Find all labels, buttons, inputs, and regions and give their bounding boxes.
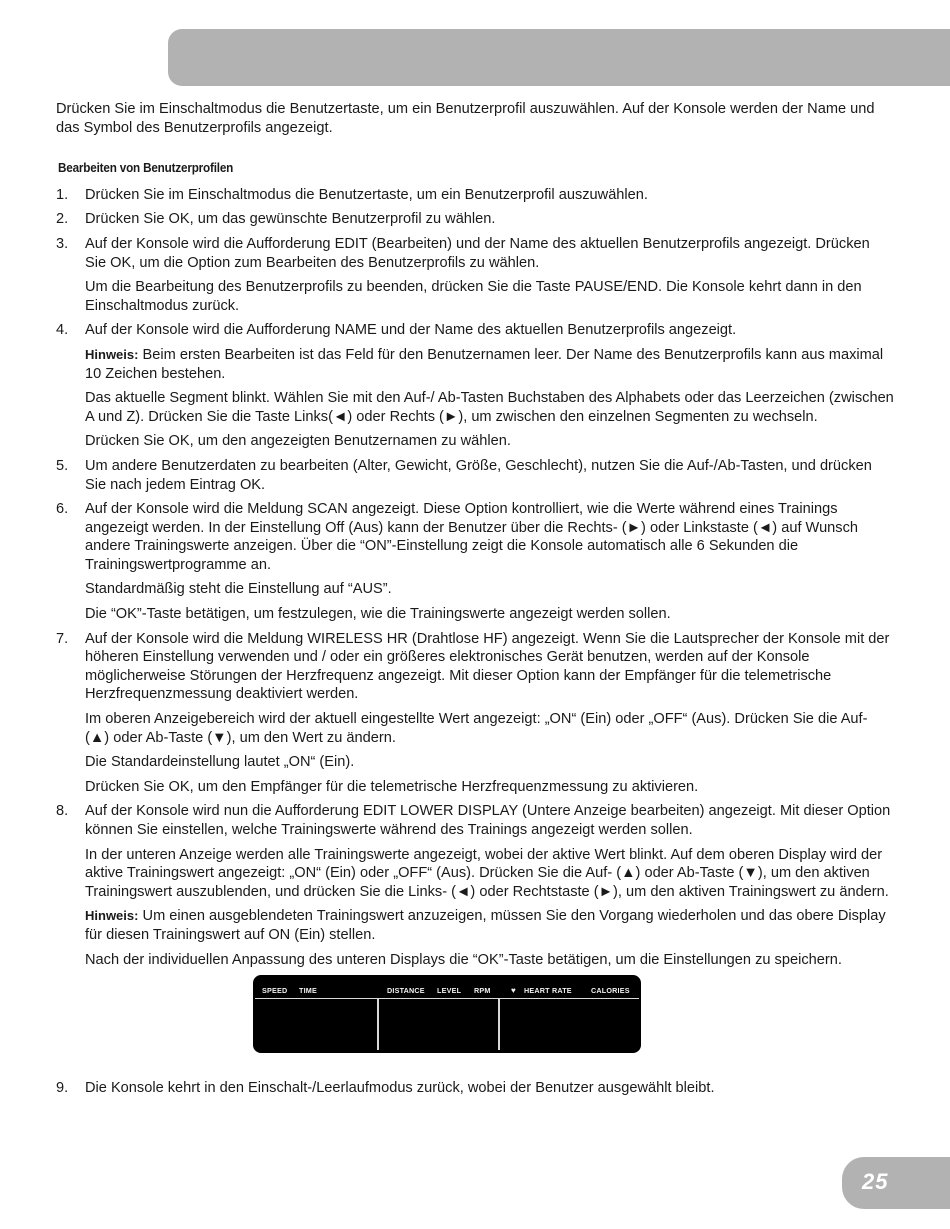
console-lower-display-illustration [253, 975, 641, 1053]
step-7 [56, 630, 894, 797]
step-text: Auf der Konsole wird die Aufforderung NAME und der Name des aktuellen Benutzerprofils angezeigt. [85, 322, 737, 339]
step-number: 6. [56, 501, 69, 518]
label-speed: SPEED [262, 986, 288, 996]
step-text: Die Standardeinstellung lautet „ON“ (Ein). [85, 754, 355, 771]
label-calories: CALORIES [591, 986, 630, 996]
note [85, 907, 894, 944]
step-text: Um die Bearbeitung des Benutzerprofils zu beenden, drücken Sie die Taste PAUSE/END. Die Konsole kehrt dann in den Einschaltmodus zurück. [85, 279, 862, 314]
note-text: Beim ersten Bearbeiten ist das Feld für den Benutzernamen leer. Der Name des Benutzerprofils kann aus maximal 10 Zeichen bestehen. [85, 346, 884, 382]
heart-icon: ♥ [511, 986, 516, 996]
label-distance: DISTANCE [387, 986, 425, 996]
step-2 [56, 210, 894, 229]
page-content [56, 100, 894, 1104]
step-text: Auf der Konsole wird die Meldung SCAN angezeigt. Diese Option kontrolliert, wie die Werte während eines Trainings angezeigt werden. In der Einstellung Off (Aus) kann der Benutzer über die Rechts- (►) oder Linkstaste (◄) auf Wunsch andere Trainingswerte anzeigen. Über die “ON”-Einstellung zeigt die Konsole automatisch alle 6 Sekunden die Trainingswertprogramme an. [85, 501, 859, 573]
display-window-middle [379, 998, 498, 1050]
step-text: Drücken Sie im Einschaltmodus die Benutzertaste, um ein Benutzerprofil auszuwählen. [85, 186, 648, 203]
step-text: Auf der Konsole wird nun die Aufforderung EDIT LOWER DISPLAY (Untere Anzeige bearbeiten) angezeigt. Mit dieser Option können Sie einstellen, welche Trainingswerte während des Trainings angezeigt werden sollen. [85, 803, 891, 838]
label-heart-rate: HEART RATE [524, 986, 572, 996]
step-number: 3. [56, 235, 69, 252]
note-text: Um einen ausgeblendeten Trainingswert anzuzeigen, müssen Sie den Vorgang wiederholen und das obere Display für diesen Trainingswert auf ON (Ein) stellen. [85, 908, 886, 943]
step-number: 8. [56, 803, 69, 820]
steps-list-continued [56, 1079, 894, 1098]
step-text: Im oberen Anzeigebereich wird der aktuell eingestellte Wert angezeigt: „ON“ (Ein) oder „OFF“ (Aus). Drücken Sie die Auf- (▲) oder Ab-Taste (▼), um den Wert zu ändern. [85, 711, 868, 746]
step-number: 1. [56, 186, 69, 203]
section-title: Bearbeiten von Benutzerprofilen [58, 160, 234, 176]
step-1 [56, 186, 894, 205]
page-number-tab [842, 1157, 950, 1209]
step-text: Die “OK”-Taste betätigen, um festzulegen, wie die Trainingswerte angezeigt werden sollen. [85, 606, 671, 623]
step-text: Das aktuelle Segment blinkt. Wählen Sie mit den Auf-/ Ab-Tasten Buchstaben des Alphabets oder das Leerzeichen (zwischen A und Z). Drücken Sie die Taste Links(◄) oder Rechts (►), um zwischen den einzelnen Segmenten zu wechseln. [85, 390, 894, 425]
step-9 [56, 1079, 894, 1098]
step-number: 4. [56, 322, 69, 339]
label-rpm: RPM [474, 986, 491, 996]
step-number: 7. [56, 630, 69, 647]
intro-paragraph: Drücken Sie im Einschaltmodus die Benutzertaste, um ein Benutzerprofil auszuwählen. Auf der Konsole werden der Name und das Symbol des Benutzerprofils angezeigt. [56, 101, 875, 136]
step-number: 2. [56, 211, 69, 228]
step-text: Auf der Konsole wird die Aufforderung EDIT (Bearbeiten) und der Name des aktuellen Benutzerprofils angezeigt. Drücken Sie OK, um die Option zum Bearbeiten des Benutzerprofils zu wählen. [85, 235, 870, 271]
header-bar [168, 29, 950, 86]
step-text: Die Konsole kehrt in den Einschalt-/Leerlaufmodus zurück, wobei der Benutzer ausgewählt bleibt. [85, 1080, 715, 1097]
step-3 [56, 235, 894, 315]
steps-list [56, 186, 894, 969]
step-5 [56, 457, 894, 494]
display-labels [253, 982, 641, 994]
step-text: Drücken Sie OK, um den angezeigten Benutzernamen zu wählen. [85, 433, 511, 450]
step-text: Nach der individuellen Anpassung des unteren Displays die “OK”-Taste betätigen, um die Einstellungen zu speichern. [85, 951, 842, 968]
step-8 [56, 802, 894, 969]
step-text: Drücken Sie OK, um den Empfänger für die telemetrische Herzfrequenzmessung zu aktivieren. [85, 778, 699, 795]
note [85, 346, 894, 383]
page-number: 25 [862, 1169, 889, 1194]
label-time: TIME [299, 986, 317, 996]
display-window-left [255, 998, 377, 1050]
display-window-right [500, 998, 639, 1050]
step-4 [56, 321, 894, 451]
step-text: Um andere Benutzerdaten zu bearbeiten (Alter, Gewicht, Größe, Geschlecht), nutzen Sie die Auf-/Ab-Tasten, und drücken Sie nach jedem Eintrag OK. [85, 457, 872, 493]
step-text: In der unteren Anzeige werden alle Trainingswerte angezeigt, wobei der aktive Wert blinkt. Auf dem oberen Display wird der aktive Trainingswert angezeigt: „ON“ (Ein) oder „OFF“ (Aus). Drücken Sie die Auf- (▲) oder Ab-Taste (▼), um den aktiven Trainingswert auszublenden, und drücken Sie die Links- (◄) oder Rechtstaste (►), um den aktiven Trainingswert zu ändern. [85, 846, 889, 900]
step-text: Standardmäßig steht die Einstellung auf “AUS”. [85, 581, 392, 598]
note-label: Hinweis: [85, 908, 139, 924]
step-6 [56, 500, 894, 624]
step-text: Drücken Sie OK, um das gewünschte Benutzerprofil zu wählen. [85, 211, 496, 228]
step-text: Auf der Konsole wird die Meldung WIRELESS HR (Drahtlose HF) angezeigt. Wenn Sie die Lautsprecher der Konsole mit der höheren Einstellung verwenden und / oder ein größeres elektronisches Gerät benutzen, werden auf der Konsole möglicherweise Störungen der Herzfrequenz angezeigt. Mit dieser Option kann der Empfänger für die telemetrische Herzfrequenzmessung deaktiviert werden. [85, 630, 890, 703]
step-number: 5. [56, 457, 69, 474]
note-label: Hinweis: [85, 346, 139, 362]
step-number: 9. [56, 1080, 69, 1097]
label-level: LEVEL [437, 986, 462, 996]
